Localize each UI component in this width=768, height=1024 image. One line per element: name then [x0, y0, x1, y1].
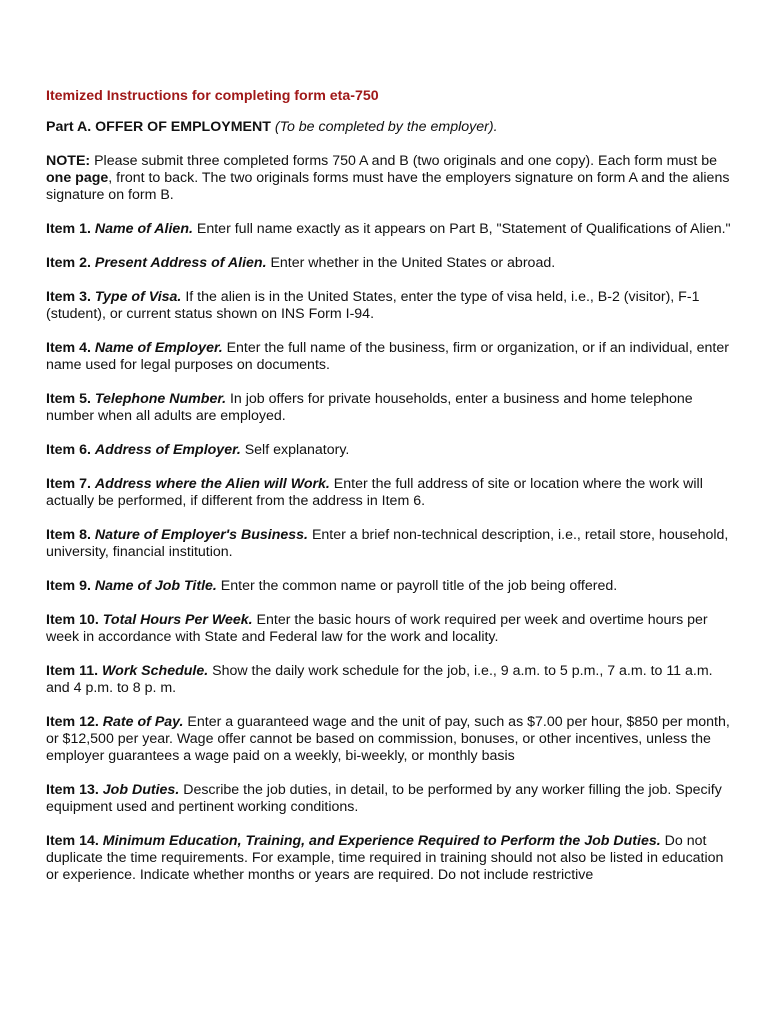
- item-3: [46, 289, 736, 323]
- item-label: Item 8.: [46, 527, 91, 543]
- item-label: Item 13.: [46, 782, 99, 798]
- item-label: Item 3.: [46, 289, 91, 305]
- item-label: Item 14.: [46, 833, 99, 849]
- part-note: (To be completed by the employer).: [274, 119, 498, 135]
- item-heading: Name of Employer.: [94, 340, 223, 356]
- item-label: Item 11.: [46, 663, 99, 679]
- item-label: Item 2.: [46, 255, 91, 271]
- note-text-after: , front to back. The two originals forms must have the employers signature on form A and the aliens signature on form B.: [46, 170, 730, 203]
- item-text: If the alien is in the United States, enter the type of visa held, i.e., B-2 (visitor), F-1 (student), or current status shown on INS Form I-94.: [46, 289, 700, 322]
- item-heading: Work Schedule.: [102, 663, 209, 679]
- item-text: Describe the job duties, in detail, to be performed by any worker filling the job. Specify equipment used and pertinent working conditions.: [46, 782, 722, 815]
- item-text: Enter the basic hours of work required per week and overtime hours per week in accordance with State and Federal law for the work and locality.: [46, 612, 708, 645]
- item-11: [46, 663, 736, 697]
- note-paragraph: [46, 153, 736, 204]
- item-heading: Telephone Number.: [94, 391, 227, 407]
- item-13: [46, 782, 736, 816]
- item-label: Item 5.: [46, 391, 91, 407]
- item-heading: Type of Visa.: [94, 289, 182, 305]
- item-text: Enter the full address of site or location where the work will actually be performed, if different from the address in Item 6.: [46, 476, 703, 509]
- item-1: [46, 221, 736, 238]
- item-label: Item 12.: [46, 714, 99, 730]
- item-12: [46, 714, 736, 765]
- item-5: [46, 391, 736, 425]
- item-text: Do not duplicate the time requirements. For example, time required in training should not also be listed in education or experience. Indicate whether months or years are required. Do not include restrictive: [46, 833, 724, 883]
- item-heading: Address of Employer.: [94, 442, 241, 458]
- item-text: Enter full name exactly as it appears on Part B, "Statement of Qualifications of Alien.": [192, 221, 731, 237]
- item-heading: Name of Job Title.: [94, 578, 217, 594]
- item-label: Item 10.: [46, 612, 99, 628]
- note-text-before: Please submit three completed forms 750 A and B (two originals and one copy). Each form must be: [90, 153, 718, 169]
- item-2: [46, 255, 736, 272]
- note-label: NOTE:: [46, 153, 91, 169]
- item-text: Enter a guaranteed wage and the unit of pay, such as $7.00 per hour, $850 per month, or $12,500 per year. Wage offer cannot be based on commission, bonuses, or other incentives, unless the employer guarantees a wage paid on a weekly, bi-weekly, or monthly basis: [46, 714, 730, 764]
- item-7: [46, 476, 736, 510]
- item-text: Enter whether in the United States or abroad.: [266, 255, 556, 271]
- item-text: Enter the full name of the business, firm or organization, or if an individual, enter name used for legal purposes on documents.: [46, 340, 729, 373]
- item-text: In job offers for private households, enter a business and home telephone number when all adults are employed.: [46, 391, 693, 424]
- item-text: Self explanatory.: [240, 442, 350, 458]
- item-4: [46, 340, 736, 374]
- note-emphasis: one page: [46, 170, 109, 186]
- item-heading: Address where the Alien will Work.: [94, 476, 330, 492]
- part-heading: [46, 119, 736, 136]
- item-10: [46, 612, 736, 646]
- item-text: Enter the common name or payroll title of the job being offered.: [216, 578, 618, 594]
- item-9: [46, 578, 736, 595]
- item-text: Enter a brief non-technical description, i.e., retail store, household, university, financial institution.: [46, 527, 729, 560]
- item-8: [46, 527, 736, 561]
- item-label: Item 9.: [46, 578, 91, 594]
- document-title: Itemized Instructions for completing form eta-750: [46, 88, 379, 104]
- document-page: [46, 88, 736, 901]
- item-heading: Present Address of Alien.: [94, 255, 267, 271]
- item-text: Show the daily work schedule for the job, i.e., 9 a.m. to 5 p.m., 7 a.m. to 11 a.m. and 4 p.m. to 8 p. m.: [46, 663, 713, 696]
- item-label: Item 4.: [46, 340, 91, 356]
- item-heading: Job Duties.: [102, 782, 180, 798]
- item-14: [46, 833, 736, 884]
- item-heading: Nature of Employer's Business.: [94, 527, 309, 543]
- item-heading: Name of Alien.: [94, 221, 193, 237]
- item-heading: Minimum Education, Training, and Experience Required to Perform the Job Duties.: [102, 833, 661, 849]
- item-6: [46, 442, 736, 459]
- item-label: Item 1.: [46, 221, 91, 237]
- item-label: Item 6.: [46, 442, 91, 458]
- item-heading: Total Hours Per Week.: [102, 612, 253, 628]
- item-label: Item 7.: [46, 476, 91, 492]
- item-heading: Rate of Pay.: [102, 714, 184, 730]
- part-label: Part A. OFFER OF EMPLOYMENT: [46, 119, 271, 135]
